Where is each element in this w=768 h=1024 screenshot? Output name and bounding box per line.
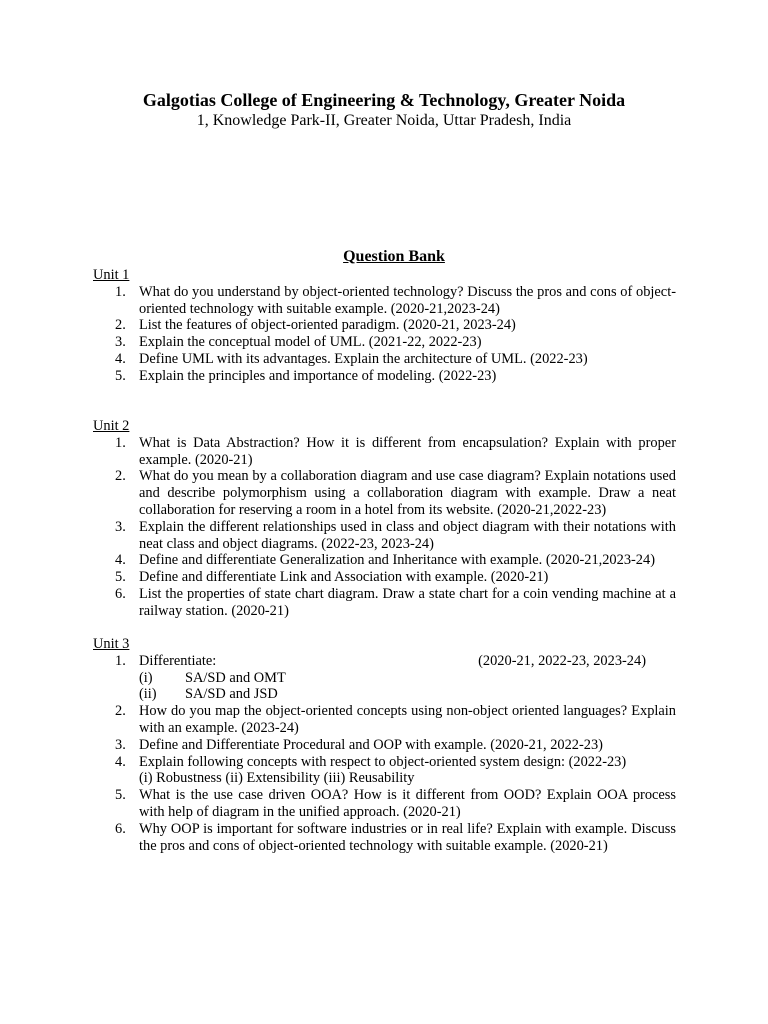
question-text: List the features of object-oriented paradigm. (2020-21, 2023-24) <box>139 317 516 334</box>
institution-address: 1, Knowledge Park-II, Greater Noida, Uttar Pradesh, India <box>196 112 572 129</box>
question-item <box>93 351 676 368</box>
question-bank-title: Question Bank <box>343 248 445 265</box>
sub-question-text: SA/SD and OMT <box>185 669 286 686</box>
unit-2-question-list <box>93 435 676 620</box>
roman-numeral: (ii) <box>139 686 157 703</box>
question-text: Define and Differentiate Procedural and OOP with example. (2020-21, 2022-23) <box>139 736 603 753</box>
roman-numeral: (i) <box>139 669 153 686</box>
question-sub-text: (i) Robustness (ii) Extensibility (iii) Reusability <box>139 770 415 787</box>
question-text: Explain the different relationships used in class and object diagram with their notations with neat class and object diagrams. (2022-23, 2023-24) <box>139 518 676 552</box>
sub-question-item <box>93 686 676 703</box>
question-text: Define UML with its advantages. Explain the architecture of UML. (2022-23) <box>139 350 588 367</box>
question-item <box>93 653 676 670</box>
question-text: Differentiate: <box>139 652 217 669</box>
question-text: What do you understand by object-oriented technology? Discuss the pros and cons of object-oriented technology with suitable example. (2020-21,2023-24) <box>139 283 676 317</box>
question-item <box>93 569 676 586</box>
question-item <box>93 821 676 855</box>
question-number: 5. <box>115 569 126 586</box>
unit-2-section <box>93 418 676 620</box>
question-text: Explain the principles and importance of modeling. (2022-23) <box>139 367 497 384</box>
question-text: What do you mean by a collaboration diagram and use case diagram? Explain notations used and describe polymorphism using a collaboration diagram with example. Draw a neat collaboration for reserving a room in a hotel from its website. (2020-21,2022-23) <box>139 468 676 518</box>
question-number: 1. <box>115 652 126 669</box>
question-number: 6. <box>115 585 126 602</box>
question-item <box>93 519 676 553</box>
question-text: How do you map the object-oriented concepts using non-object oriented languages? Explain with an example. (2023-24) <box>139 703 676 736</box>
unit-heading: Unit 3 <box>93 636 130 652</box>
question-number: 5. <box>115 367 126 384</box>
unit-3-question-list <box>93 653 676 855</box>
question-number: 6. <box>115 820 126 837</box>
question-text: Why OOP is important for software industries or in real life? Explain with example. Discuss the pros and cons of object-oriented technology with suitable example. (2020-21) <box>139 820 676 854</box>
question-number: 3. <box>115 736 126 753</box>
institution-name: Galgotias College of Engineering & Technology, Greater Noida <box>142 90 626 110</box>
question-text: Define and differentiate Link and Association with example. (2020-21) <box>139 569 549 586</box>
question-years: (2020-21, 2022-23, 2023-24) <box>478 652 646 669</box>
sub-question-text: SA/SD and JSD <box>185 686 278 703</box>
question-item <box>93 703 676 737</box>
question-text: Explain the conceptual model of UML. (2021-22, 2022-23) <box>139 334 482 351</box>
question-text: Explain following concepts with respect to object-oriented system design: (2022-23) <box>139 753 627 770</box>
question-number: 3. <box>115 518 126 535</box>
question-item <box>93 468 676 518</box>
question-number: 2. <box>115 703 126 720</box>
question-text: What is the use case driven OOA? How is it different from OOD? Explain OOA process with help of diagram in the unified approach. (2020-21) <box>139 787 676 820</box>
question-number: 4. <box>115 350 126 367</box>
differentiate-row <box>139 653 676 670</box>
question-item <box>93 435 676 469</box>
question-number: 1. <box>115 434 126 451</box>
unit-heading: Unit 2 <box>93 418 130 434</box>
question-item <box>93 754 676 788</box>
question-number: 2. <box>115 317 126 334</box>
question-item <box>93 317 676 334</box>
question-number: 2. <box>115 468 126 485</box>
question-number: 5. <box>115 787 126 804</box>
question-number: 3. <box>115 334 126 351</box>
sub-question-item <box>93 670 676 687</box>
question-number: 1. <box>115 283 126 300</box>
question-text: List the properties of state chart diagram. Draw a state chart for a coin vending machine at a railway station. (2020-21) <box>139 585 676 619</box>
question-item <box>93 787 676 821</box>
question-text: Define and differentiate Generalization and Inheritance with example. (2020-21,2023-24) <box>139 552 655 569</box>
question-item <box>93 586 676 620</box>
question-item <box>93 334 676 351</box>
unit-1-question-list <box>93 284 676 385</box>
question-text: What is Data Abstraction? How it is different from encapsulation? Explain with proper example. (2020-21) <box>139 434 676 468</box>
question-item <box>93 368 676 385</box>
unit-3-section <box>93 636 676 854</box>
question-item <box>93 737 676 754</box>
question-number: 4. <box>115 552 126 569</box>
unit-1-section <box>93 267 676 385</box>
question-item <box>93 552 676 569</box>
question-number: 4. <box>115 753 126 770</box>
unit-heading: Unit 1 <box>93 267 130 283</box>
question-item <box>93 284 676 318</box>
